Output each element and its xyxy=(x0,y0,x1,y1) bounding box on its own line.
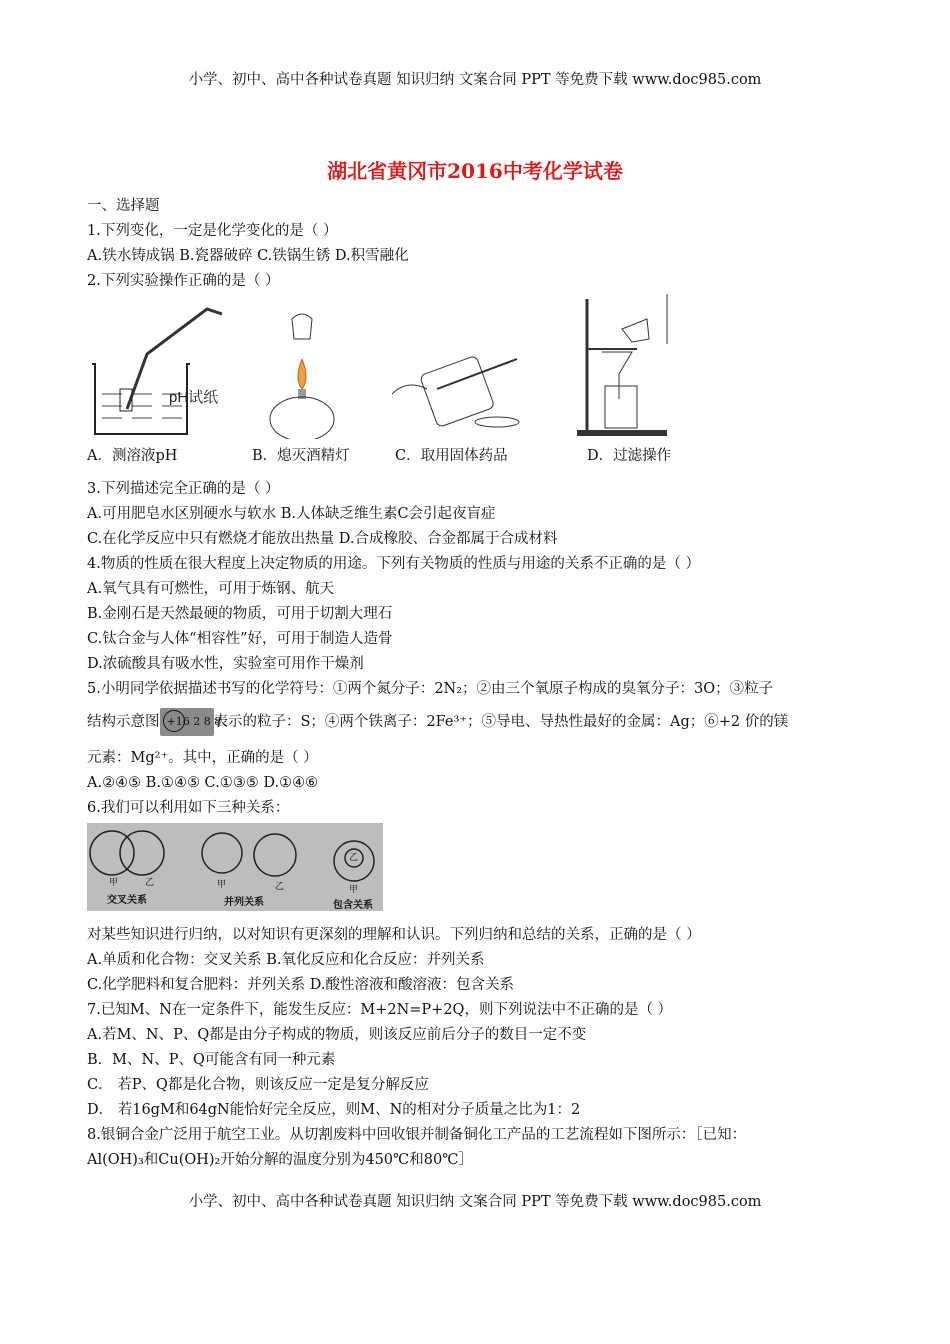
q7-stem: 7.已知M、N在一定条件下，能发生反应：M+2N=P+2Q，则下列说法中不正确的是（ ） xyxy=(87,1002,673,1018)
q1-options: A.铁水铸成锅 B.瓷器破碎 C.铁锅生锈 D.积雪融化 xyxy=(87,248,409,264)
q6-options-cd: C.化学肥料和复合肥料：并列关系 D.酸性溶液和酸溶液：包含关系 xyxy=(87,977,515,993)
q5-line-2a: 结构示意图 xyxy=(87,714,160,730)
venn-cross-b: 乙 xyxy=(145,878,155,888)
q4-option-b: B.金刚石是天然最硬的物质，可用于切割大理石 xyxy=(87,606,393,622)
q3-options-cd: C.在化学反应中只有燃烧才能放出热量 D.合成橡胶、合金都属于合成材料 xyxy=(87,531,558,547)
exam-title: 湖北省黄冈市2016中考化学试卷 xyxy=(327,159,623,183)
venn-cross-label: 交叉关系 xyxy=(107,895,147,906)
relationship-diagram xyxy=(87,823,383,911)
filtration-figure xyxy=(577,294,677,439)
alcohol-lamp-figure xyxy=(262,294,342,439)
venn-cross-a: 甲 xyxy=(109,878,119,888)
venn-parallel-a: 甲 xyxy=(217,880,227,890)
q1-stem: 1.下列变化，一定是化学变化的是（ ） xyxy=(87,223,338,239)
q6-line-1: 对某些知识进行归纳，以对知识有更深刻的理解和认识。下列归纳和总结的关系，正确的是（ ） xyxy=(87,927,701,943)
venn-contain-outer: 甲 xyxy=(349,885,359,895)
q2-option-a: A．测溶液pH xyxy=(87,448,178,464)
q4-option-d: D.浓硫酸具有吸水性，实验室可用作干燥剂 xyxy=(87,656,364,672)
atom-structure-diagram xyxy=(160,708,222,736)
q6-options-ab: A.单质和化合物：交叉关系 B.氧化反应和化合反应：并列关系 xyxy=(87,952,485,968)
q2-option-b: B．熄灭酒精灯 xyxy=(252,448,350,464)
q6-stem: 6.我们可以利用如下三种关系： xyxy=(87,800,290,816)
q5-line-2b: 表示的粒子：S；④两个铁离子：2Fe³⁺；⑤导电、导热性最好的金属：Ag；⑥+2 价的镁 xyxy=(213,714,789,730)
q2-figures xyxy=(87,294,877,444)
q5-line-3: 元素：Mg²⁺。其中，正确的是（ ） xyxy=(87,750,318,766)
venn-parallel-label: 并列关系 xyxy=(224,897,264,908)
solid-reagent-figure xyxy=(387,294,537,439)
atom-structure-text: +16 2 8 8 xyxy=(166,715,222,728)
venn-contain-inner: 乙 xyxy=(349,853,359,863)
q3-stem: 3.下列描述完全正确的是（ ） xyxy=(87,481,280,497)
page-footer: 小学、初中、高中各种试卷真题 知识归纳 文案合同 PPT 等免费下载 www.doc985.com xyxy=(188,1194,762,1210)
q2-option-c: C．取用固体药品 xyxy=(395,448,508,464)
venn-parallel-b: 乙 xyxy=(275,882,285,892)
q7-option-b: B．M、N、P、Q可能含有同一种元素 xyxy=(87,1052,336,1068)
exam-body xyxy=(87,194,877,1173)
q2-stem: 2.下列实验操作正确的是（ ） xyxy=(87,273,280,289)
ph-test-figure xyxy=(87,294,247,439)
q4-option-c: C.钛合金与人体“相容性”好，可用于制造人造骨 xyxy=(87,631,393,647)
q4-stem: 4.物质的性质在很大程度上决定物质的用途。下列有关物质的性质与用途的关系不正确的是（ ） xyxy=(87,556,700,572)
q8-line-2: Al(OH)₃和Cu(OH)₂开始分解的温度分别为450℃和80℃］ xyxy=(87,1152,473,1168)
q5-options: A.②④⑤ B.①④⑤ C.①③⑤ D.①④⑥ xyxy=(87,775,319,791)
q7-option-c: C． 若P、Q都是化合物，则该反应一定是复分解反应 xyxy=(87,1077,429,1093)
q4-option-a: A.氧气具有可燃性，可用于炼钢、航天 xyxy=(87,581,335,597)
q2-option-labels xyxy=(87,444,877,477)
ph-paper-label: pH试纸 xyxy=(169,389,219,406)
q8-line-1: 8.银铜合金广泛用于航空工业。从切割废料中回收银并制备铜化工产品的工艺流程如下图所示：［已知： xyxy=(87,1127,747,1143)
q7-option-a: A.若M、N、P、Q都是由分子构成的物质，则该反应前后分子的数目一定不变 xyxy=(87,1027,587,1043)
venn-contain-label: 包含关系 xyxy=(333,900,373,911)
q5-line-1: 5.小明同学依据描述书写的化学符号：①两个氮分子：2N₂；②由三个氧原子构成的臭氧分子：3O；③粒子 xyxy=(87,681,774,697)
section-heading: 一、选择题 xyxy=(87,198,160,214)
q3-options-ab: A.可用肥皂水区别硬水与软水 B.人体缺乏维生素C会引起夜盲症 xyxy=(87,506,496,522)
page-header: 小学、初中、高中各种试卷真题 知识归纳 文案合同 PPT 等免费下载 www.doc985.com xyxy=(188,72,762,88)
q7-option-d: D． 若16gM和64gN能恰好完全反应，则M、N的相对分子质量之比为1：2 xyxy=(87,1102,581,1118)
q2-option-d: D．过滤操作 xyxy=(587,448,672,464)
